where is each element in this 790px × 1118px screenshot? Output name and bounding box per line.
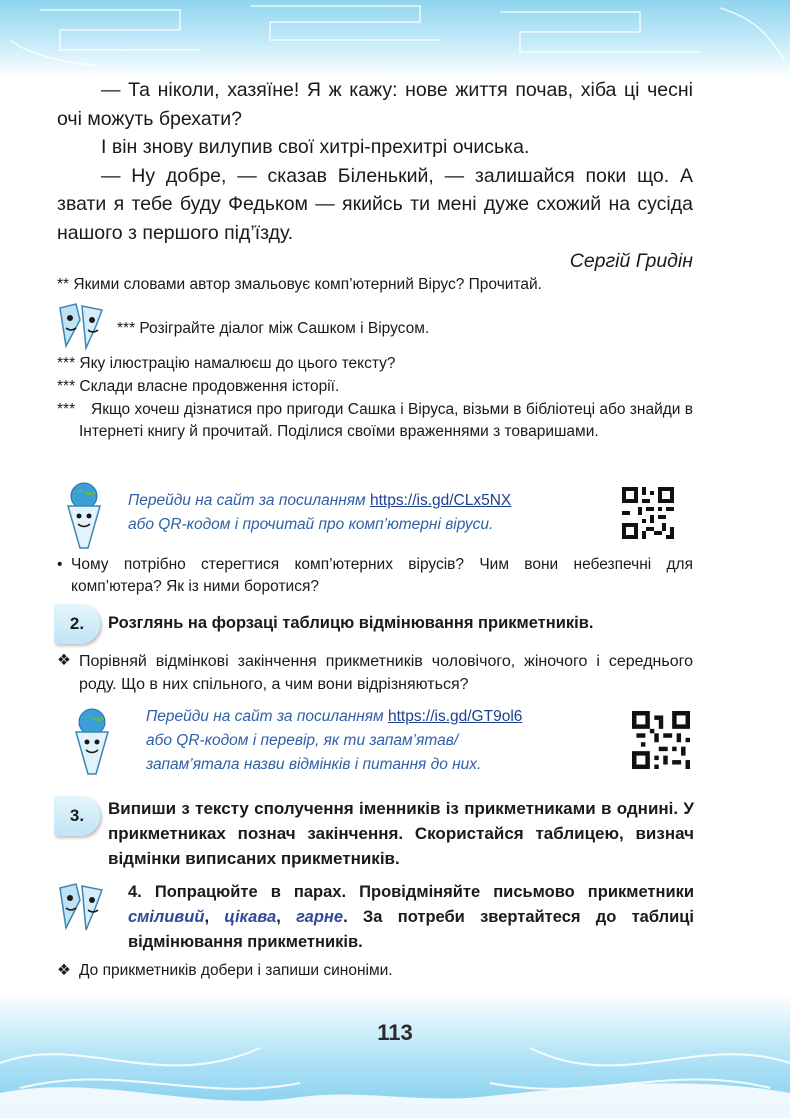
link-box-2 — [146, 705, 616, 777]
question-5: Якщо хочеш дізнатися про пригоди Сашка і Віруса, візьми в бібліотеці або знайди в Інтернеті книгу й прочитай. Поділися своїми враженнями з товаришами. — [79, 401, 693, 440]
question-4: *** Склади власне продовження історії. — [57, 378, 340, 395]
link-box-1-text: Перейди на сайт за посиланням — [128, 492, 370, 509]
page-number: 113 — [377, 1020, 413, 1045]
qr-code-icon[interactable] — [632, 711, 690, 769]
task-4-tail: . За потреби звертайтеся до таблиці відмінювання прикметників. — [128, 908, 694, 951]
question-5-marker: *** — [57, 401, 76, 418]
final-note: До прикметників добери і запиши синоніми. — [79, 962, 393, 979]
qr-code-icon[interactable] — [622, 487, 674, 539]
virus-mascot-icon — [52, 880, 112, 934]
globe-mascot-icon — [58, 480, 110, 552]
bottom-decorative-band — [0, 993, 790, 1118]
task-3-text: Випиши з тексту сполучення іменників із прикметниками в однині. У прикметниках познач закінчення. Скористайся таблицею, визнач відмінки виписаних прикметників. — [108, 799, 694, 868]
task-4-word: цікава — [224, 908, 277, 926]
top-decorative-band — [0, 0, 790, 78]
final-note-marker: ❖ — [57, 962, 71, 979]
task-4-separator: , — [276, 908, 297, 926]
task-4-word: гарне — [296, 908, 344, 926]
task-2-sub-text: Порівняй відмінкові закінчення прикметників чоловічого, жіночого і середнього роду. Що в них спільного, а чим вони відрізняються? — [79, 653, 693, 693]
question-1: ** Якими словами автор змальовує комп’ютерний Вірус? Прочитай. — [57, 276, 542, 293]
link-box-1-url[interactable]: https://is.gd/CLx5NX — [369, 492, 512, 509]
link-box-2-line2: або QR-кодом і перевір, як ти запам’ятав/ — [146, 732, 459, 749]
bottom-wave-ornament — [0, 993, 790, 1118]
story-paragraph: — Та ніколи, хазяїне! Я ж кажу: нове життя почав, хіба ці чесні очі можуть брехати? — [57, 79, 693, 130]
task-4-separator: , — [204, 908, 225, 926]
globe-mascot-icon — [66, 706, 118, 778]
virus-mascot-icon — [52, 300, 112, 352]
task-number-3: 3. — [54, 796, 100, 836]
story-text — [57, 76, 693, 276]
question-2: *** Розіграйте діалог між Сашком і Вірусом. — [117, 320, 430, 337]
bullet-question: Чому потрібно стерегтися комп’ютерних вірусів? Чим вони небезпечні для комп’ютера? Як із ними боротися? — [71, 556, 693, 595]
task-2-sub-marker: ❖ — [57, 652, 71, 669]
link-box-2-text: Перейди на сайт за посиланням — [146, 708, 388, 725]
link-box-2-url[interactable]: https://is.gd/GT9ol6 — [387, 708, 523, 725]
task-4-word: сміливий — [128, 908, 205, 926]
task-2-text: Розглянь на форзаці таблицю відмінювання прикметників. — [108, 614, 594, 632]
story-paragraph: — Ну добре, — сказав Біленький, — залишайся поки що. А звати я тебе буду Федьком — якийсь ти мені дуже схожий на сусіда нашого з першого під’їзду. — [57, 164, 693, 244]
task-4-lead: 4. Попрацюйте в парах. Провідміняйте письмово прикметники — [128, 883, 694, 901]
bullet-marker: • — [57, 556, 63, 573]
task-number-2: 2. — [54, 604, 100, 644]
story-author: Сергій Гридін — [569, 250, 693, 272]
link-box-1 — [128, 489, 608, 537]
story-paragraph: І він знову вилупив свої хитрі-прехитрі очиська. — [101, 136, 530, 158]
link-box-1-line2: або QR-кодом і прочитай про комп’ютерні віруси. — [128, 516, 494, 533]
question-3: *** Яку ілюстрацію намалюєш до цього тексту? — [57, 355, 396, 372]
top-swirl-ornament — [0, 0, 790, 78]
task-4-text — [128, 880, 694, 955]
link-box-2-line3: запам’ятала назви відмінків і питання до них. — [146, 756, 482, 773]
